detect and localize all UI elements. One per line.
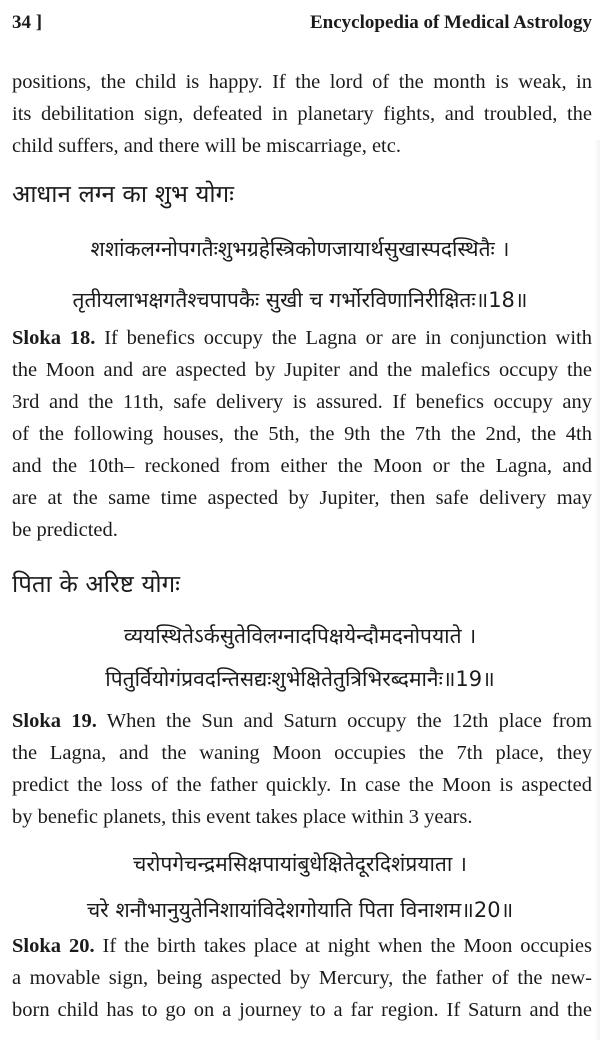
page-edge-shadow: [594, 140, 600, 1040]
text-line: by benefic planets, this event takes place within 3 years.: [12, 806, 473, 828]
text-line: 3rd and the 11th, safe delivery is assured. If benefics occupy any: [12, 391, 592, 413]
text-line: and the 10th– reckoned from either the Moon or the Lagna, and: [12, 455, 592, 477]
text-line: born child has to go on a journey to a far region. If Saturn and the: [12, 999, 592, 1021]
text-line: predict the loss of the father quickly. In case the Moon is aspected: [12, 774, 592, 796]
text-line: When the Sun and Saturn occupy the 12th place from: [96, 710, 592, 732]
running-header: [12, 8, 592, 38]
sanskrit-verse-line: चरे शनौभानुयुतेनिशायांविदेशगोयाति पिता विनाशम॥20॥: [86, 898, 514, 922]
sanskrit-verse-line: चरोपगेचन्द्रमसिक्षपायांबुधेक्षितेदूरदिशंप्रयाता ।: [133, 852, 467, 876]
text-line: positions, the child is happy. If the lord of the month is weak, in: [12, 71, 592, 93]
text-line: are at the same time aspected by Jupiter, then safe delivery may: [12, 487, 592, 509]
sanskrit-verse-line: शशांकलग्नोपगतैःशुभग्रहेस्त्रिकोणजायार्थसुखास्पदस्थितैः ।: [90, 237, 510, 261]
text-line: the Moon and are aspected by Jupiter and the malefics occupy the: [12, 359, 592, 381]
running-title: Encyclopedia of Medical Astrology: [310, 12, 592, 33]
sanskrit-verse-line: तृतीयलाभक्षगतैश्चपापकैः सुखी च गर्भोरविणानिरीक्षितः॥18॥: [72, 288, 528, 312]
paragraph-continuation: [12, 66, 592, 162]
text-line: If the birth takes place at night when the Moon occupies: [94, 935, 592, 957]
text-line: a movable sign, being aspected by Mercury, the father of the new-: [12, 967, 592, 989]
text-line: If benefics occupy the Lagna or are in conjunction with: [95, 327, 592, 349]
section-heading-father-arishta-yoga: पिता के अरिष्ट योगः: [12, 570, 180, 598]
sanskrit-verse-line: व्ययस्थितेऽर्कसुतेविलग्नादपिक्षयेन्दौमदनोपयाते ।: [123, 624, 477, 648]
sanskrit-verse-line: पितुर्वियोगंप्रवदन्तिसद्यःशुभेक्षितेतुत्रिभिरब्दमानैः॥19॥: [105, 667, 495, 691]
text-line: its debilitation sign, defeated in planetary fights, and troubled, the: [12, 103, 592, 125]
sloka-label: Sloka 18.: [12, 327, 96, 349]
sloka-18-translation: [12, 322, 592, 546]
section-heading-auspicious-yoga: आधान लग्न का शुभ योगः: [12, 180, 235, 208]
text-line: be predicted.: [12, 519, 118, 541]
text-line: child suffers, and there will be miscarriage, etc.: [12, 135, 401, 157]
sloka-label: Sloka 20.: [12, 935, 95, 957]
sloka-20-translation: [12, 930, 592, 1026]
text-line: the Lagna, and the waning Moon occupies the 7th place, they: [12, 742, 592, 764]
sloka-label: Sloka 19.: [12, 710, 97, 732]
sloka-19-translation: [12, 705, 592, 833]
text-line: of the following houses, the 5th, the 9th the 7th the 2nd, the 4th: [12, 423, 592, 445]
page-number: 34 ]: [12, 12, 43, 33]
